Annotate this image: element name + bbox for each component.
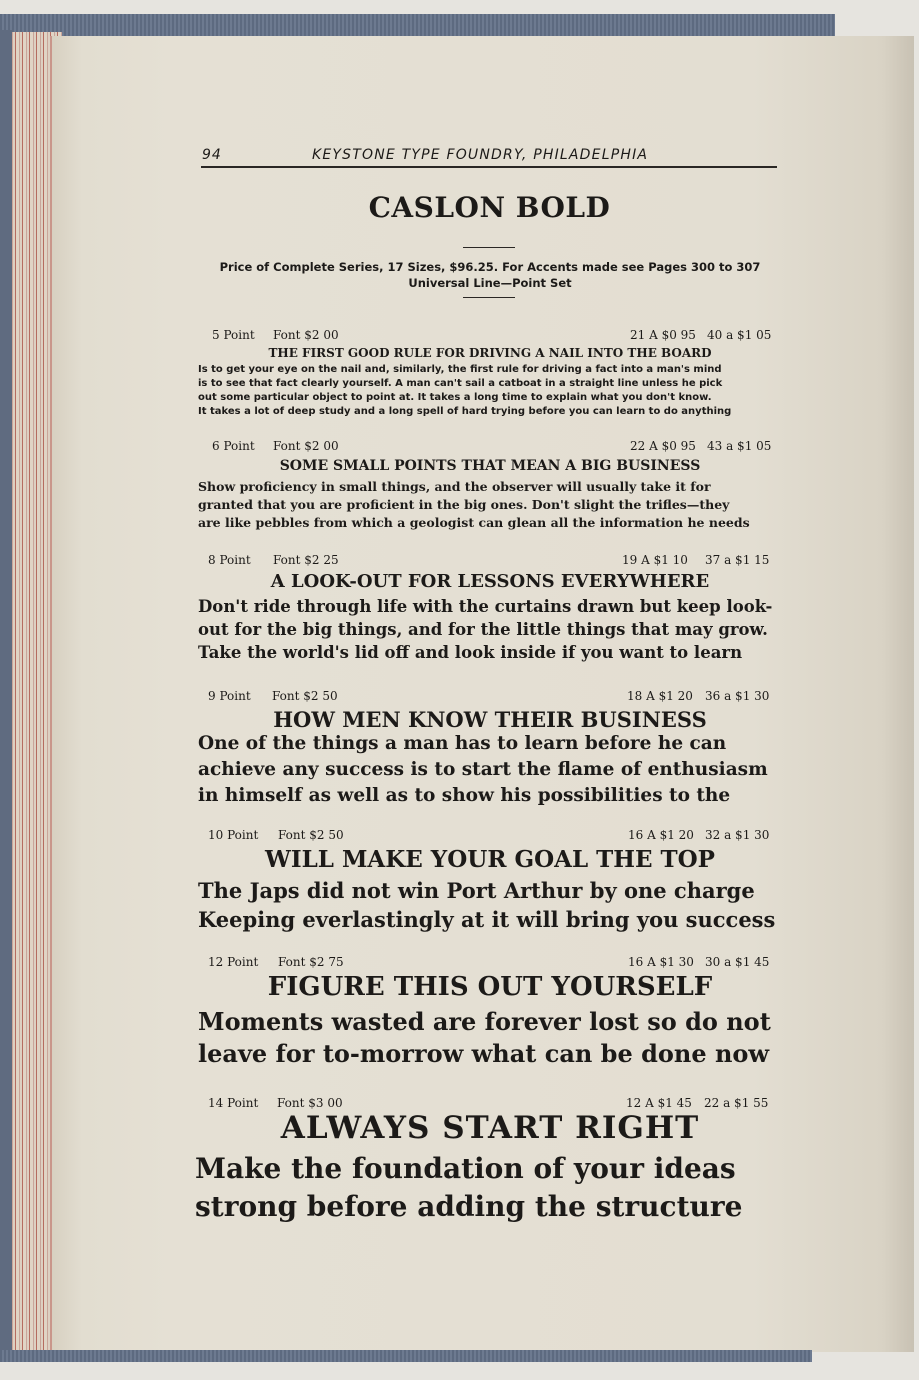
sample-line: in himself as well as to show his possibilities to the [198,785,731,806]
price-line: Price of Complete Series, 17 Sizes, $96.25. For Accents made see Pages 300 to 307 [219,260,761,274]
sample-line: Take the world's lid off and look inside if you want to learn [198,643,743,662]
sample-heading: FIGURE THIS OUT YOURSELF [267,972,713,1002]
sample-heading: A LOOK-OUT FOR LESSONS EVERYWHERE [270,571,710,592]
spec-lower-price: 37 a $1 15 [705,553,770,567]
sample-heading: HOW MEN KNOW THEIR BUSINESS [273,707,707,732]
spec-caps-price: 22 A $0 95 [630,439,696,453]
spec-font-price: Font $2 50 [272,689,338,703]
spec-font-price: Font $3 00 [277,1096,343,1110]
spec-font-price: Font $2 75 [278,955,344,969]
sample-line: out for the big things, and for the little things that may grow. [198,620,768,639]
spec-font-price: Font $2 00 [273,328,339,342]
sample-line: The Japs did not win Port Arthur by one charge [198,878,755,903]
page-number: 94 [202,147,222,163]
spec-caps-price: 16 A $1 20 [628,828,694,842]
sample-line: Show proficiency in small things, and the observer will usually take it for [198,479,711,494]
subtitle-rule [463,297,515,298]
sample-line: Keeping everlastingly at it will bring you success [198,907,776,932]
spec-caps-price: 21 A $0 95 [630,328,696,342]
sample-line: granted that you are proficient in the big ones. Don't slight the trifles—they [198,497,730,512]
spec-point: 9 Point [208,689,251,703]
sample-line: strong before adding the structure [195,1190,743,1223]
spec-lower-price: 43 a $1 05 [707,439,772,453]
spec-lower-price: 40 a $1 05 [707,328,772,342]
sample-line: It takes a lot of deep study and a long spell of hard trying before you can learn to do anything [198,406,732,417]
sample-line: is to see that fact clearly yourself. A man can't sail a catboat in a straight line unless he pick [198,378,723,389]
page-title: CASLON BOLD [368,191,611,224]
spec-point: 5 Point [212,328,255,342]
spec-lower-price: 32 a $1 30 [705,828,770,842]
spec-point: 6 Point [212,439,255,453]
spec-caps-price: 12 A $1 45 [626,1096,692,1110]
sample-line: achieve any success is to start the flame of enthusiasm [198,759,768,780]
spec-point: 8 Point [208,553,251,567]
spec-font-price: Font $2 00 [273,439,339,453]
spec-point: 12 Point [208,955,259,969]
sample-heading: WILL MAKE YOUR GOAL THE TOP [265,846,715,873]
set-line: Universal Line—Point Set [408,276,572,290]
sample-heading: SOME SMALL POINTS THAT MEAN A BIG BUSINESS [279,458,701,474]
sample-line: leave for to-morrow what can be done now [198,1039,770,1068]
spec-font-price: Font $2 50 [278,828,344,842]
sample-heading: ALWAYS START RIGHT [280,1110,700,1146]
spec-lower-price: 36 a $1 30 [705,689,770,703]
title-rule [463,247,515,248]
sample-line: Make the foundation of your ideas [195,1152,736,1185]
sample-line: One of the things a man has to learn before he can [198,733,727,754]
cover-bottom-edge [0,1350,812,1362]
header-rule [201,166,777,168]
spec-lower-price: 30 a $1 45 [705,955,770,969]
spec-point: 14 Point [208,1096,259,1110]
spec-caps-price: 19 A $1 10 [622,553,688,567]
sample-line: Don't ride through life with the curtains drawn but keep look- [198,597,773,616]
sample-line: are like pebbles from which a geologist can glean all the information he needs [198,515,750,530]
sample-line: Moments wasted are forever lost so do not [198,1007,771,1036]
spec-caps-price: 16 A $1 30 [628,955,694,969]
sample-line: Is to get your eye on the nail and, similarly, the first rule for driving a fact into a man's mind [198,364,722,375]
spec-point: 10 Point [208,828,259,842]
cover-top-edge [0,14,835,38]
sample-line: out some particular object to point at. It takes a long time to explain what you don't know. [198,392,712,403]
spec-caps-price: 18 A $1 20 [627,689,693,703]
spec-font-price: Font $2 25 [273,553,339,567]
running-title: KEYSTONE TYPE FOUNDRY, PHILADELPHIA [312,147,649,163]
sample-heading: THE FIRST GOOD RULE FOR DRIVING A NAIL INTO THE BOARD [268,346,712,360]
spec-lower-price: 22 a $1 55 [704,1096,769,1110]
